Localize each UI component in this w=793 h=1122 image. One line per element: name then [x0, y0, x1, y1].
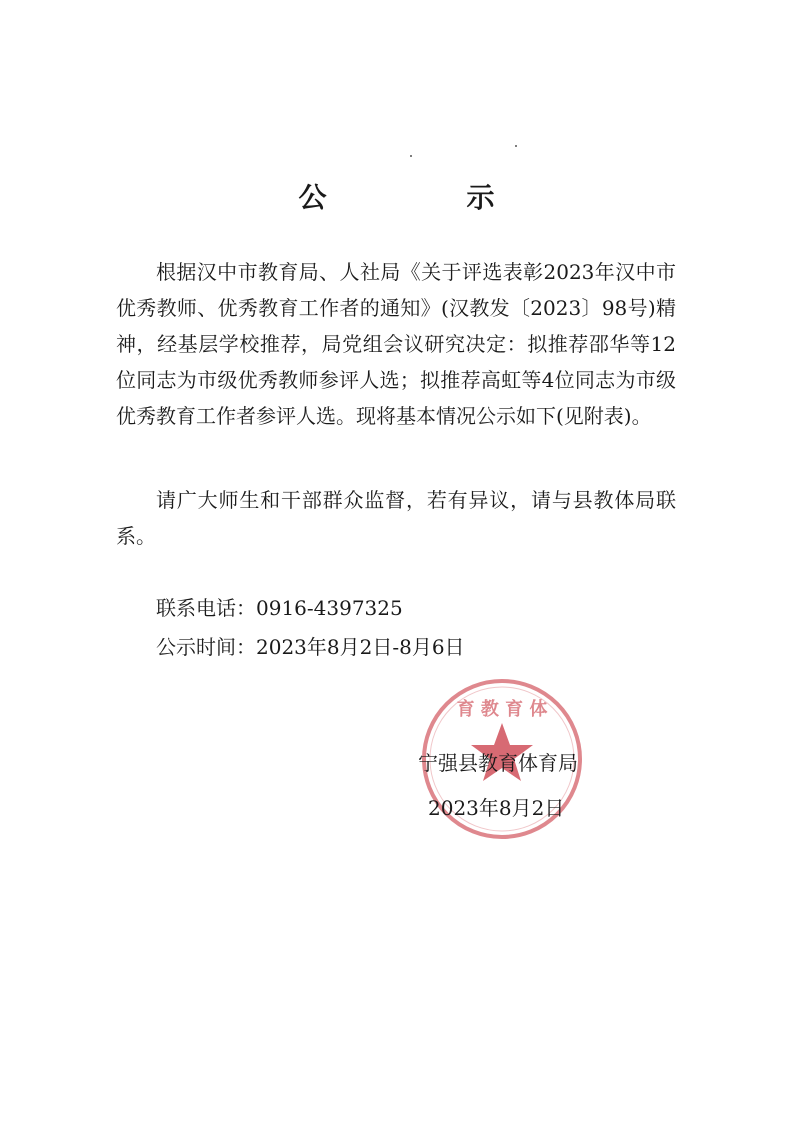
notice-paragraph: 根据汉中市教育局、人社局《关于评选表彰2023年汉中市优秀教师、优秀教育工作者的通知》(汉教发〔2023〕98号)精神，经基层学校推荐，局党组会议研究决定：拟推荐邵华等12位同志为市级优秀教师参评人选；拟推荐高虹等4位同志为市级优秀教育工作者参评人选。现将基本情况公示如下(见附表)。 [116, 260, 676, 428]
signature-date: 2023年8月2日 [428, 796, 565, 820]
document-title: 公 示 [298, 181, 551, 214]
issuing-organization: 宁强县教育体育局 [418, 751, 578, 775]
scan-speck [410, 155, 412, 157]
svg-text:育 教 育 体: 育 教 育 体 [456, 699, 548, 720]
scan-speck [515, 145, 517, 147]
publicity-period: 公示时间：2023年8月2日-8月6日 [156, 635, 465, 659]
supervision-paragraph: 请广大师生和干部群众监督，若有异议，请与县教体局联系。 [116, 488, 676, 548]
contact-phone: 联系电话：0916-4397325 [156, 596, 403, 620]
